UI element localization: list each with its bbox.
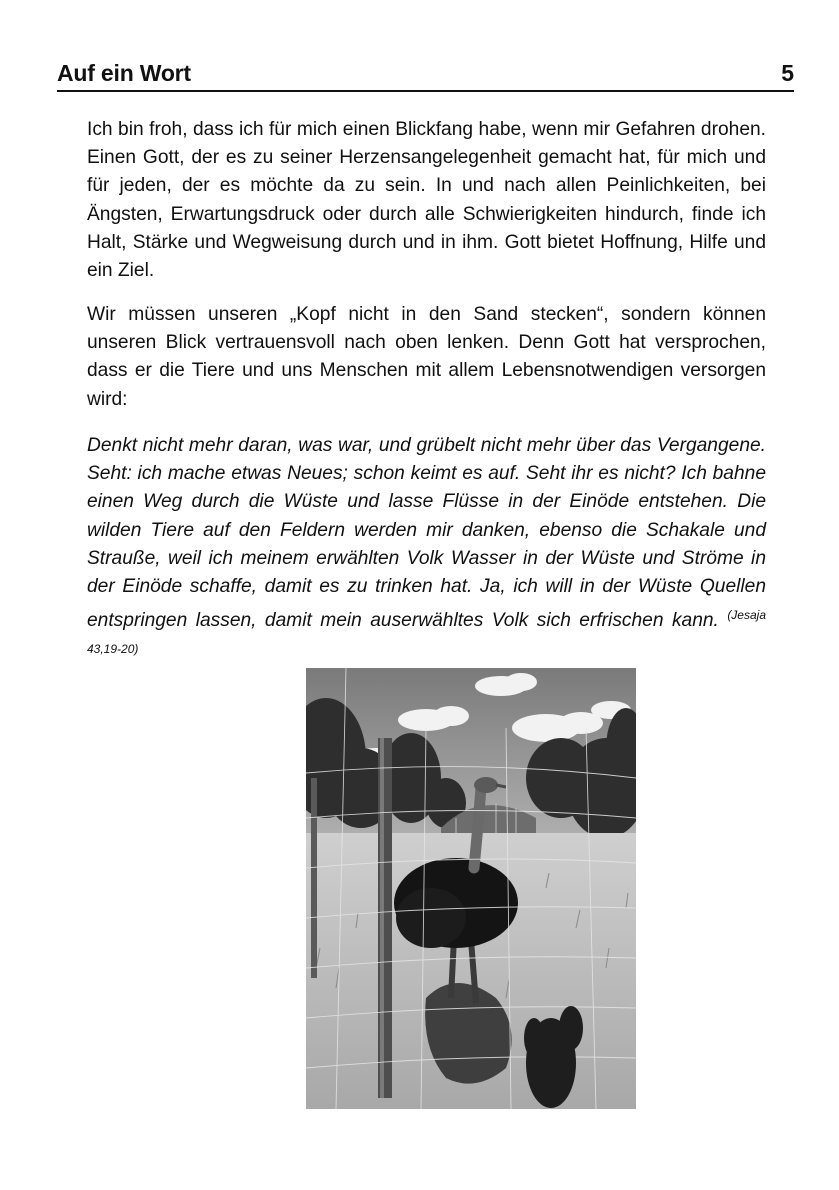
page-number: 5 (781, 60, 794, 86)
bible-citation: (Jesaja 43,19-20) (87, 608, 766, 657)
bible-quote-text: Denkt nicht mehr daran, was war, und grübelt nicht mehr über das Vergangene. Seht: ich mache etwas Neues; schon keimt es auf. Seht ihr es nicht? Ich bahne einen Weg durch die Wüste und lasse Flüsse in der Einöde entstehen. Die wilden Tiere auf den Feldern werden mir danken, ebenso die Schakale und Strauße, weil ich meinem erwählten Volk Wasser in der Wüste und Ströme in der Einöde schaffe, damit es zu trinken hat. Ja, ich will in der Wüste Quellen entspringen lassen, damit mein auserwähltes Volk sich erfrischen kann. (87, 435, 766, 632)
page-title: Auf ein Wort (57, 60, 191, 86)
page-header (57, 58, 794, 92)
bible-quote (87, 432, 766, 670)
paragraph-2: Wir müssen unseren „Kopf nicht in den Sand stecken“, sondern können unseren Blick vertrauensvoll nach oben lenken. Denn Gott hat versprochen, dass er die Tiere und uns Menschen mit allem Lebensnotwendigen versorgen wird: (87, 304, 766, 410)
paragraph-1: Ich bin froh, dass ich für mich einen Blickfang habe, wenn mir Gefahren drohen. Einen Gott, der es zu seiner Herzensangelegenheit gemacht hat, für mich und für jeden, der es möchte da zu sein. In und nach allen Peinlichkeiten, bei Ängsten, Erwartungsdruck oder durch alle Schwierigkeiten hindurch, finde ich Halt, Stärke und Wegweisung durch und in ihm. Gott bietet Hoffnung, Hilfe und ein Ziel. (87, 119, 766, 282)
fence-post-far (311, 778, 317, 978)
ostrich-photo (306, 668, 636, 1109)
